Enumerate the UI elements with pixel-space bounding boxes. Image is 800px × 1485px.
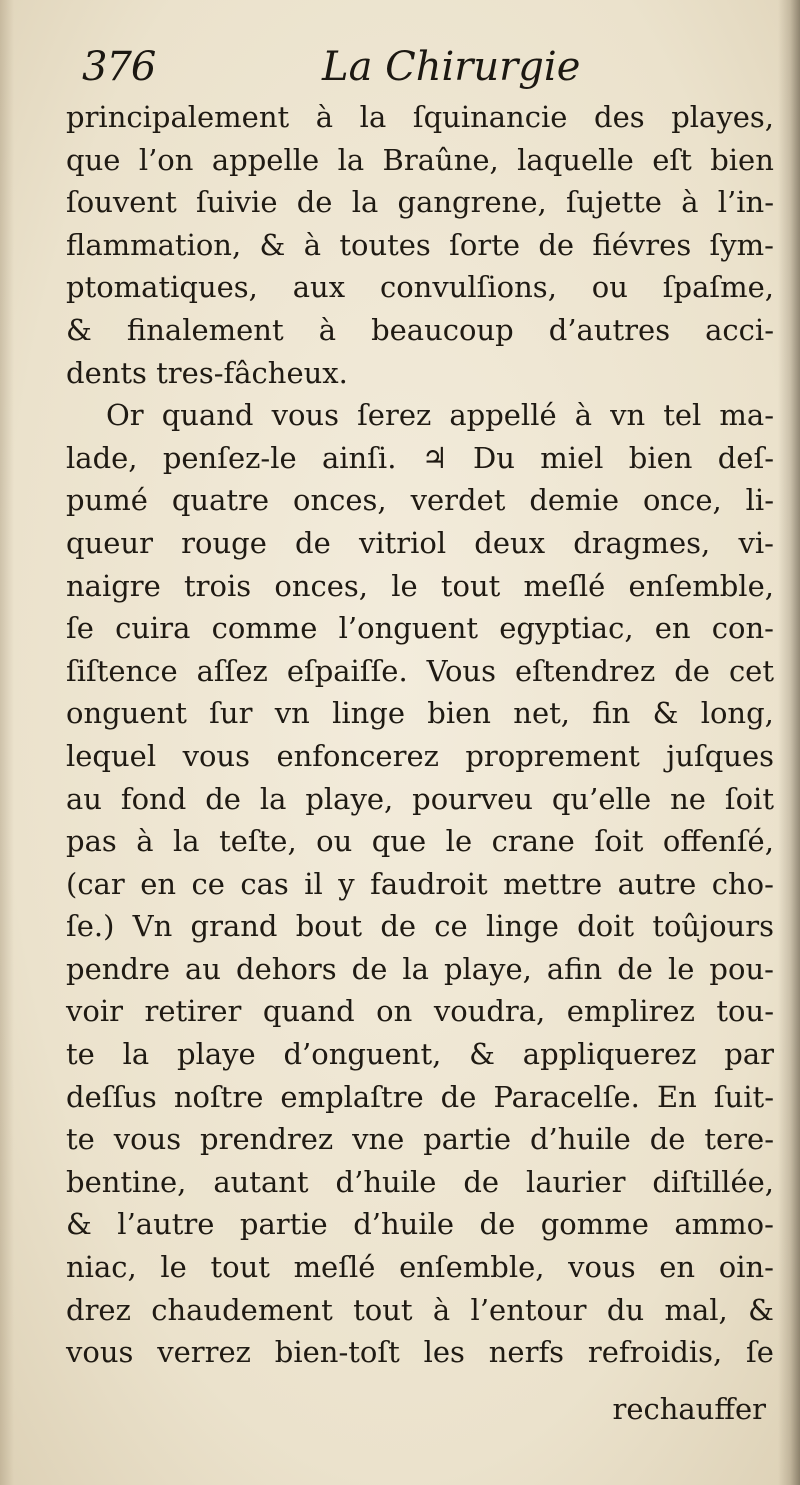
text-line: queur rouge de vitriol deux dragmes, vi-: [66, 525, 774, 560]
text-line: ſe cuira comme l’onguent egyptiac, en con-: [66, 611, 774, 646]
text-line: te la playe d’onguent, & appliquerez par: [66, 1037, 774, 1072]
text-line: bentine, autant d’huile de laurier diſtillée,: [66, 1164, 774, 1199]
text-line: deſſus noſtre emplaſtre de Paracelſe. En ſuit-: [66, 1079, 774, 1114]
text-line: & l’autre partie d’huile de gomme ammo-: [66, 1207, 774, 1242]
running-title: La Chirurgie: [322, 44, 581, 90]
text-line: naigre trois onces, le tout meſlé enſemble,: [66, 568, 774, 603]
page-number: 376: [82, 44, 156, 90]
text-line: pas à la teſte, ou que le crane ſoit offenſé,: [66, 824, 774, 859]
text-line: pendre au dehors de la playe, afin de le pou-: [66, 951, 774, 986]
text-line: dents tres-fâcheux.: [66, 355, 348, 390]
text-line: flammation, & à toutes ſorte de fiévres ſym-: [66, 227, 774, 262]
text-line: ptomatiques, aux convulſions, ou ſpaſme,: [66, 270, 774, 305]
catchword: rechauffer: [612, 1392, 766, 1426]
text-line: niac, le tout meſlé enſemble, vous en oin-: [66, 1250, 774, 1285]
text-line: (car en ce cas il y faudroit mettre autre cho-: [66, 866, 774, 901]
text-line: au fond de la playe, pourveu qu’elle ne ſoit: [66, 781, 774, 816]
text-line: te vous prendrez vne partie d’huile de tere-: [66, 1122, 774, 1157]
paragraph-start-line: Or quand vous ſerez appellé à vn tel ma-: [106, 398, 774, 433]
text-line: vous verrez bien-toſt les nerfs refroidis, ſe: [66, 1335, 774, 1370]
body-text: [66, 96, 774, 1374]
text-line: principalement à la ſquinancie des playes,: [66, 100, 774, 134]
text-line: que l’on appelle la Braûne, laquelle eſt bien: [66, 142, 774, 177]
text-line: lade, penſez-le ainſi. ♃ Du miel bien deſ-: [66, 440, 774, 475]
page-edge-shadow: [0, 0, 14, 1485]
text-line: onguent ſur vn linge bien net, fin & long,: [66, 696, 774, 731]
text-line: voir retirer quand on voudra, emplirez tou-: [66, 994, 774, 1029]
text-line: ſiſtence aſſez eſpaiſſe. Vous eſtendrez de cet: [66, 653, 774, 688]
text-line: pumé quatre onces, verdet demie once, li-: [66, 483, 774, 518]
text-line: lequel vous enfoncerez proprement juſques: [66, 738, 774, 773]
text-line: & finalement à beaucoup d’autres acci-: [66, 312, 774, 347]
text-line: drez chaudement tout à l’entour du mal, &: [66, 1292, 774, 1327]
text-line: ſouvent ſuivie de la gangrene, ſujette à l’in-: [66, 185, 774, 220]
text-line: ſe.) Vn grand bout de ce linge doit toûjours: [66, 909, 774, 944]
page-header: [82, 44, 772, 94]
spine-shadow: [778, 0, 800, 1485]
